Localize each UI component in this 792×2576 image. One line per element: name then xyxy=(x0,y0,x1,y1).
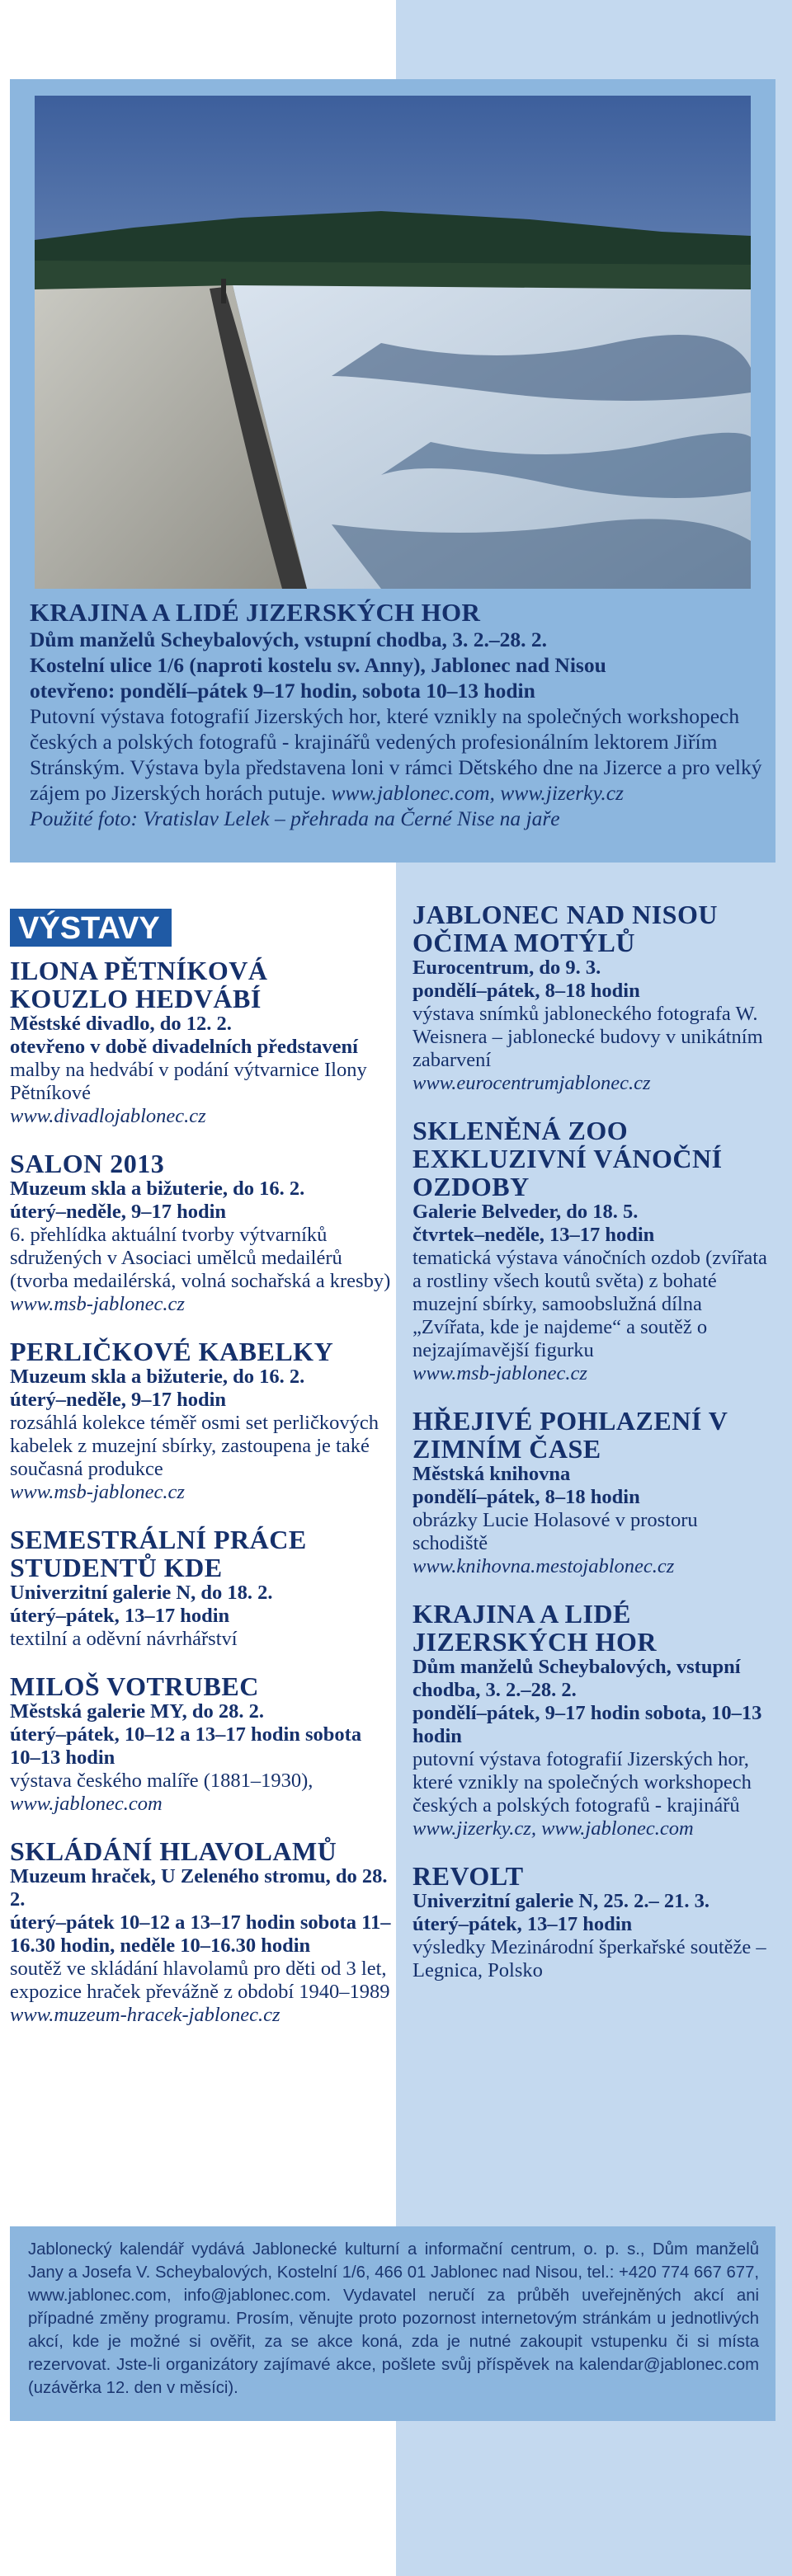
event-venue: Dům manželů Scheybalových, vstupní chodba, 3. 2.–28. 2. xyxy=(412,1656,741,1701)
event-entry xyxy=(412,1407,776,1578)
event-venue: Muzeum skla a bižuterie, do 16. 2. xyxy=(10,1178,305,1200)
event-hours: úterý–neděle, 9–17 hodin xyxy=(10,1201,227,1223)
publisher-info-text: Jablonecký kalendář vydává Jablonecké kulturní a informační centrum, o. p. s., Dům manželů Jany a Josefa V. Scheybalových, Kostelní 1/6, 466 01 Jablonec nad Nisou, tel.: +420 774 667 677, www.jablonec.com, info@jablonec.com. Vydavatel neručí za průběh uveřejněných akcí ani případné změny programu. Prosím, věnujte proto pozornost internetovým stránkám u jednotlivých akcí, kde je možné si ověřit, za se akce koná, zda je nutné zakoupit vstupenku či si místa rezervovat. Jste-li organizátory zajímavé akce, pošlete svůj příspěvek na kalendar@jablonec.com (uzávěrka 12. den v měsíci). xyxy=(28,2240,759,2397)
event-title: SKLENĚNÁ ZOO EXKLUZIVNÍ VÁNOČNÍ OZDOBY xyxy=(412,1116,723,1201)
event-venue: Univerzitní galerie N, do 18. 2. xyxy=(10,1582,273,1604)
event-title: SALON 2013 xyxy=(10,1149,165,1178)
event-description: soutěž ve skládání hlavolamů pro děti od 3 let, expozice hraček převážně z období 1940–1989 xyxy=(10,1958,390,2003)
feature-title: KRAJINA A LIDÉ JIZERSKÝCH HOR xyxy=(30,598,481,627)
event-description: textilní a oděvní návrhářství xyxy=(10,1628,238,1650)
event-hours: pondělí–pátek, 9–17 hodin sobota, 10–13 hodin xyxy=(412,1702,762,1747)
event-entry xyxy=(412,1116,776,1385)
event-title: HŘEJIVÉ POHLAZENÍ V ZIMNÍM ČASE xyxy=(412,1406,728,1464)
event-venue: Muzeum hraček, U Zeleného stromu, do 28. 2. xyxy=(10,1865,388,1911)
event-description: obrázky Lucie Holasové v prostoru schodiště xyxy=(412,1509,698,1554)
event-title: SEMESTRÁLNÍ PRÁCE STUDENTŮ KDE xyxy=(10,1525,307,1582)
event-description: malby na hedvábí v podání výtvarnice Ilony Pětníkové xyxy=(10,1059,367,1104)
event-description: výsledky Mezinárodní šperkařské soutěže – Legnica, Polsko xyxy=(412,1936,766,1981)
event-entry xyxy=(10,1837,391,2027)
event-url[interactable]: www.jizerky.cz, www.jablonec.com xyxy=(412,1817,694,1840)
feature-text xyxy=(30,599,764,831)
feature-panel xyxy=(10,79,776,863)
event-hours: úterý–pátek, 13–17 hodin xyxy=(10,1605,230,1627)
event-venue: Eurocentrum, do 9. 3. xyxy=(412,957,601,979)
event-url[interactable]: www.msb-jablonec.cz xyxy=(10,1481,185,1503)
section-label: VÝSTAVY xyxy=(10,909,172,947)
event-venue: Muzeum skla a bižuterie, do 16. 2. xyxy=(10,1366,305,1388)
event-title: ILONA PĚTNÍKOVÁ KOUZLO HEDVÁBÍ xyxy=(10,956,268,1013)
event-description: výstava snímků jabloneckého fotografa W. Weisnera – jablonecké budovy v unikátním zabarvení xyxy=(412,1003,763,1071)
event-url[interactable]: www.divadlojablonec.cz xyxy=(10,1105,206,1127)
event-description: tematická výstava vánočních ozdob (zvířata a rostliny všech koutů světa) z bohaté muzejní sbírky, samoobslužná dílna „Zvířata, kde je najdeme“ a soutěž o nejzajímavější figurku xyxy=(412,1247,767,1361)
event-description: 6. přehlídka aktuální tvorby výtvarníků sdružených v Asociaci umělců medailérů (tvorba medailérská, volná sochařská a kresby) xyxy=(10,1224,391,1292)
event-url[interactable]: www.msb-jablonec.cz xyxy=(10,1293,185,1315)
event-entry xyxy=(10,1337,391,1504)
event-entry xyxy=(10,1672,391,1816)
feature-address: Kostelní ulice 1/6 (naproti kostelu sv. Anny), Jablonec nad Nisou xyxy=(30,653,606,677)
event-hours: otevřeno v době divadelních představení xyxy=(10,1036,358,1058)
right-column xyxy=(412,900,776,2004)
event-hours: pondělí–pátek, 8–18 hodin xyxy=(412,1486,640,1508)
event-entry xyxy=(412,1600,776,1840)
event-entry xyxy=(10,957,391,1128)
dam-photo xyxy=(35,96,751,589)
feature-hours: otevřeno: pondělí–pátek 9–17 hodin, sobota 10–13 hodin xyxy=(30,679,535,703)
publisher-info-panel xyxy=(10,2226,776,2421)
event-url[interactable]: www.muzeum-hracek-jablonec.cz xyxy=(10,2004,280,2026)
event-hours: úterý–pátek 10–12 a 13–17 hodin sobota 11–16.30 hodin, neděle 10–16.30 hodin xyxy=(10,1911,391,1957)
feature-venue: Dům manželů Scheybalových, vstupní chodba, 3. 2.–28. 2. xyxy=(30,628,547,651)
event-title: REVOLT xyxy=(412,1861,524,1891)
event-hours: čtvrtek–neděle, 13–17 hodin xyxy=(412,1224,655,1246)
event-title: JABLONEC NAD NISOU OČIMA MOTÝLŮ xyxy=(412,900,718,957)
event-entry xyxy=(412,900,776,1095)
event-url[interactable]: www.eurocentrumjablonec.cz xyxy=(412,1072,651,1094)
event-entry xyxy=(412,1862,776,1982)
event-title: MILOŠ VOTRUBEC xyxy=(10,1671,259,1701)
event-venue: Městská knihovna xyxy=(412,1463,571,1485)
event-title: SKLÁDÁNÍ HLAVOLAMŮ xyxy=(10,1836,337,1866)
event-venue: Městské divadlo, do 12. 2. xyxy=(10,1013,232,1035)
event-title: KRAJINA A LIDÉ JIZERSKÝCH HOR xyxy=(412,1599,657,1657)
event-venue: Galerie Belveder, do 18. 5. xyxy=(412,1201,639,1223)
event-description: výstava českého malíře (1881–1930), xyxy=(10,1770,314,1792)
feature-links[interactable]: www.jablonec.com, www.jizerky.cz xyxy=(331,781,624,805)
event-entry xyxy=(10,1149,391,1316)
feature-description xyxy=(30,703,764,806)
event-hours: pondělí–pátek, 8–18 hodin xyxy=(412,980,640,1002)
event-title: PERLIČKOVÉ KABELKY xyxy=(10,1337,334,1366)
event-hours: úterý–pátek, 13–17 hodin xyxy=(412,1913,633,1935)
event-hours: úterý–neděle, 9–17 hodin xyxy=(10,1389,227,1411)
event-entry xyxy=(10,1525,391,1651)
event-venue: Univerzitní galerie N, 25. 2.– 21. 3. xyxy=(412,1890,710,1912)
feature-photo-credit: Použité foto: Vratislav Lelek – přehrada na Černé Nise na jaře xyxy=(30,806,560,830)
event-description: putovní výstava fotografií Jizerských hor, které vznikly na společných workshopech českých a polských fotografů - krajinářů xyxy=(412,1748,752,1817)
event-description: rozsáhlá kolekce téměř osmi set perličkových kabelek z muzejní sbírky, zastoupena je také současná produkce xyxy=(10,1412,379,1480)
left-column xyxy=(10,909,391,2048)
event-url[interactable]: www.msb-jablonec.cz xyxy=(412,1362,587,1384)
event-venue: Městská galerie MY, do 28. 2. xyxy=(10,1700,265,1723)
event-url[interactable]: www.knihovna.mestojablonec.cz xyxy=(412,1555,675,1577)
event-url[interactable]: www.jablonec.com xyxy=(10,1793,163,1815)
event-hours: úterý–pátek, 10–12 a 13–17 hodin sobota 10–13 hodin xyxy=(10,1723,362,1769)
feature-description-text: Putovní výstava fotografií Jizerských hor, které vznikly na společných workshopech českých a polských fotografů - krajinářů vedených profesionálním lektorem Jiřím Stránským. Výstava byla představena loni v rámci Dětského dne na Jizerce a pro velký zájem po Jizerských horách putuje. xyxy=(30,704,762,805)
